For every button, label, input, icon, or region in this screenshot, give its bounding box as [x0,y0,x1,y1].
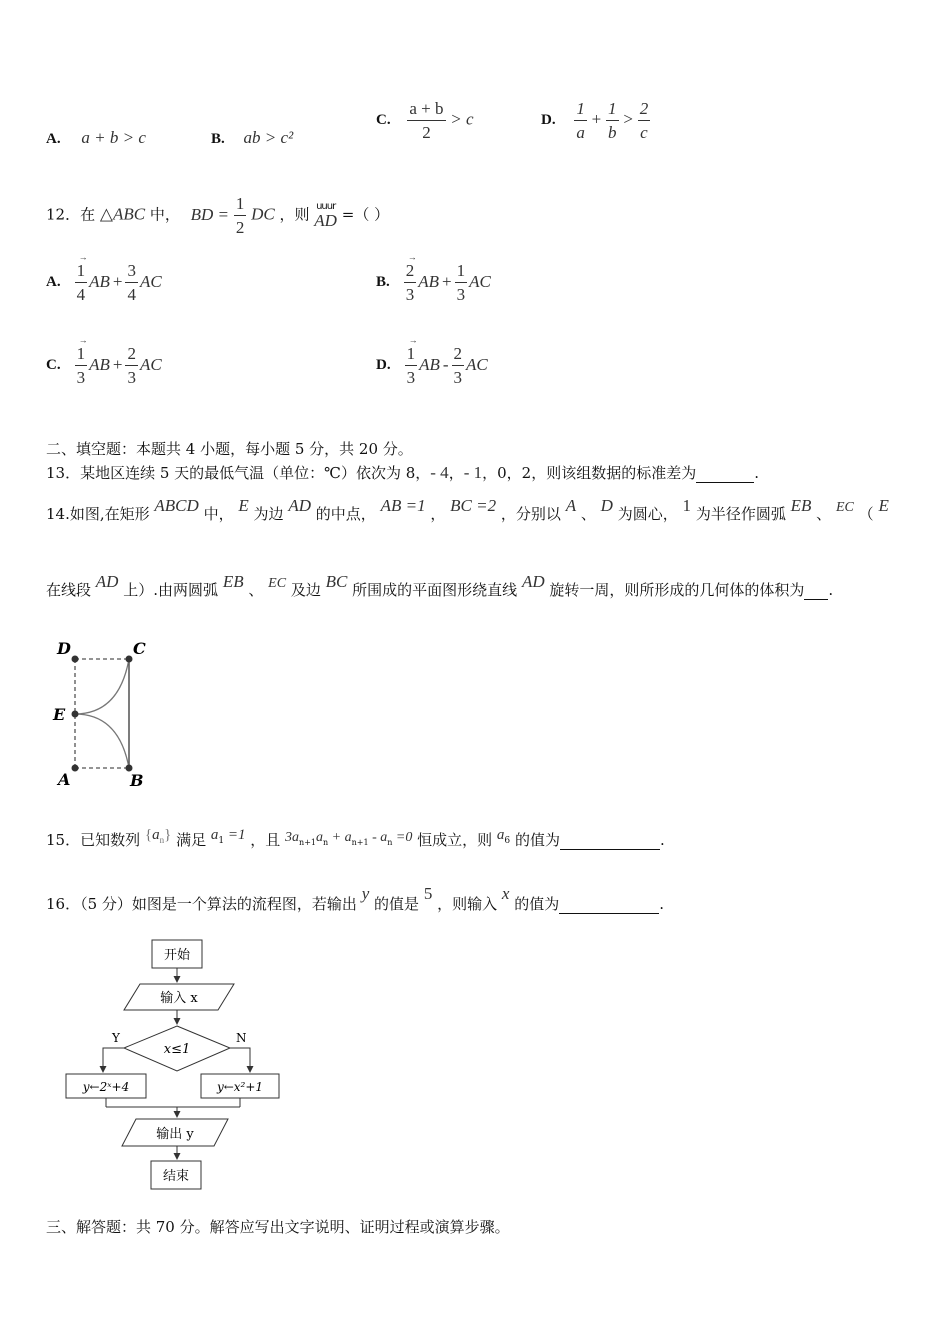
fraction: $\frac{2}{3}$ [127,344,136,387]
vector-ad: uuur AD [314,201,337,230]
flow-input-label: 输入 x [160,991,198,1006]
arc-ec [75,659,129,714]
q11-option-d: D. $\frac{1}{a}$ + $\frac{1}{b}$ > $\frac{2}{c}$ [541,99,649,142]
fraction: $\frac{1}{b}$ [608,99,617,142]
label-b: B [130,771,144,790]
flow-no: N [236,1031,247,1045]
fraction: $\frac{2}{3}$ [453,344,463,387]
fraction: $\frac{1}{2}$ [235,194,245,237]
label-a: A [58,770,71,789]
q11-option-b: B. ab > c² [211,128,294,147]
label-e: E [53,705,66,724]
fraction: $\frac{a + b}{2}$ [409,99,444,142]
fraction: → 1 3 [406,335,418,387]
recurrence: $3a_{n+1}a_n + a_{n+1} - a_n =0$ [285,830,413,847]
arc-eb [75,714,129,768]
label-d: D [57,639,71,658]
q12-option-d: D. → 1 3 AB - $\frac{2}{3}$ AC [376,335,488,387]
point-e [72,711,79,718]
rectangle-figure [44,632,164,792]
label-c: C [133,639,146,658]
fraction: $\frac{2}{c}$ [639,99,649,142]
q12-stem: 12．在 △ABC 中， BD = $\frac{1}{2}$ DC ，则 uuur AD =（ ） [46,194,390,237]
section-3-heading: 三、解答题：共 70 分。解答应写出文字说明、证明过程或演算步骤。 [46,1218,510,1236]
flow-right-label: y←x²+1 [216,1080,264,1094]
point-c [126,656,133,663]
point-d [72,656,79,663]
answer-blank[interactable] [696,481,754,483]
q15: 15．已知数列 $\{a_n\}$ 满足 $a_1 =1$ ，且 $3a_{n+1}a_n + a_{n+1} - a_n =0$ 恒成立，则 $a_6$ 的值为 . [46,827,665,849]
q14-line1: 14.如图,在矩形 ABCD 中， E 为边 AD 的中点， AB =1 ， BC =2 ，分别以 A 、 D 为圆心， 1 为半径作圆弧 EB 、 EC （ E [46,496,889,523]
flowchart [58,935,298,1197]
flow-end-label: 结束 [162,1169,190,1184]
flow-yes: Y [112,1031,120,1045]
q12-option-b: B. → 2 3 AB + $\frac{1}{3}$ AC [376,252,491,304]
fraction: $\frac{3}{4}$ [127,261,136,304]
fraction: → 1 4 [76,252,88,304]
flow-left-label: y←2ˣ+4 [82,1080,130,1094]
answer-blank[interactable] [559,912,659,914]
q11-option-a: A. a + b > c [46,128,146,147]
fraction: → 1 3 [76,335,88,387]
fraction: $\frac{1}{a}$ [576,99,585,142]
fraction: → 2 3 [405,252,417,304]
q14-line2: 在线段 AD 上）.由两圆弧 EB 、 EC 及边 BC 所围成的平面图形绕直线 AD 旋转一周，则所形成的几何体的体积为 . [46,572,834,599]
q12-option-a: A. → 1 4 AB + $\frac{3}{4}$ AC [46,252,162,304]
answer-blank[interactable] [804,598,828,600]
flow-output-label: 输出 y [156,1127,194,1142]
section-2-heading: 二、填空题：本题共 4 小题，每小题 5 分，共 20 分。 [46,440,413,458]
q11-option-c: C. $\frac{a + b}{2}$ > c [376,99,474,142]
flow-decision-label: x≤1 [163,1042,191,1057]
q16: 16．（5 分）如图是一个算法的流程图，若输出 y 的值是 5 ，则输入 x 的值为 . [46,884,665,913]
answer-blank[interactable] [560,848,660,850]
q13: 13．某地区连续 5 天的最低气温（单位：℃）依次为 8，- 4，- 1，0，2，则该组数据的标准差为 . [46,463,759,482]
point-a [72,765,79,772]
q12-option-c: C. → 1 3 AB + $\frac{2}{3}$ AC [46,335,162,387]
flow-start-label: 开始 [163,948,191,963]
fraction: $\frac{1}{3}$ [456,261,466,304]
